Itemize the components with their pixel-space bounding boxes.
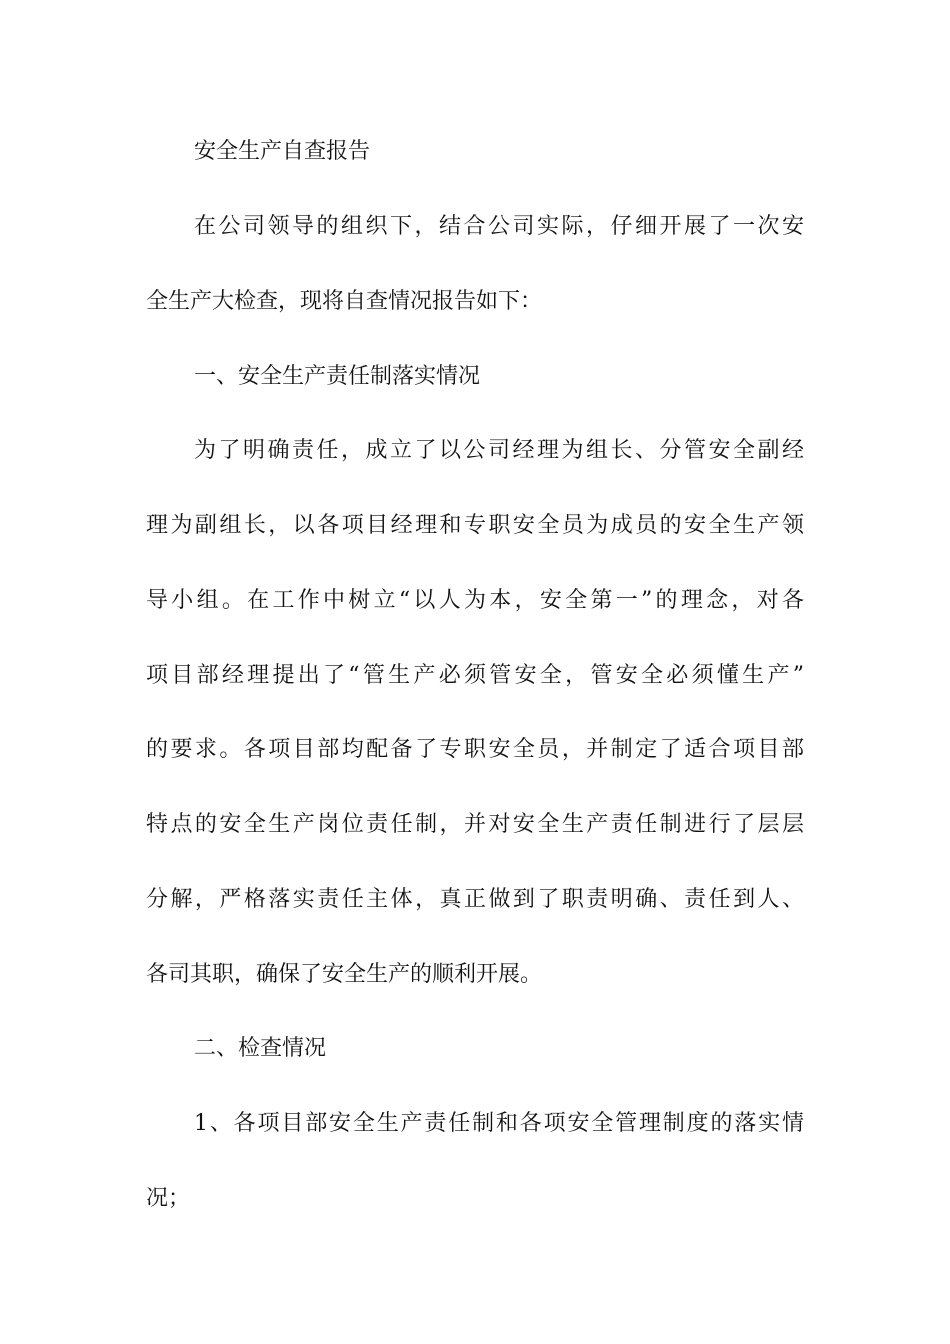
- paragraph-line: 在公司领导的组织下，结合公司实际，仔细开展了一次安: [194, 214, 804, 239]
- paragraph-line: 各司其职，确保了安全生产的顺利开展。: [146, 962, 543, 987]
- paragraph-line: 特点的安全生产岗位责任制，并对安全生产责任制进行了层层: [146, 812, 804, 837]
- paragraph-line: 的要求。各项目部均配备了专职安全员，并制定了适合项目部: [146, 737, 804, 762]
- document-title: 安全生产自查报告: [194, 139, 371, 164]
- paragraph-line: 1、各项目部安全生产责任制和各项安全管理制度的落实情: [194, 1111, 804, 1136]
- section-heading: 二、检查情况: [194, 1036, 327, 1061]
- paragraph-line: 导小组。在工作中树立“以人为本，安全第一”的理念，对各: [146, 588, 804, 613]
- paragraph-line: 全生产大检查，现将自查情况报告如下：: [146, 289, 543, 314]
- paragraph-line: 理为副组长，以各项目经理和专职安全员为成员的安全生产领: [146, 513, 804, 538]
- paragraph-line: 况；: [146, 1186, 191, 1211]
- paragraph-line: 项目部经理提出了“管生产必须管安全，管安全必须懂生产”: [146, 663, 804, 688]
- paragraph-line: 分解，严格落实责任主体，真正做到了职责明确、责任到人、: [146, 887, 804, 912]
- section-heading: 一、安全生产责任制落实情况: [194, 364, 481, 389]
- paragraph-line: 为了明确责任，成立了以公司经理为组长、分管安全副经: [194, 438, 804, 463]
